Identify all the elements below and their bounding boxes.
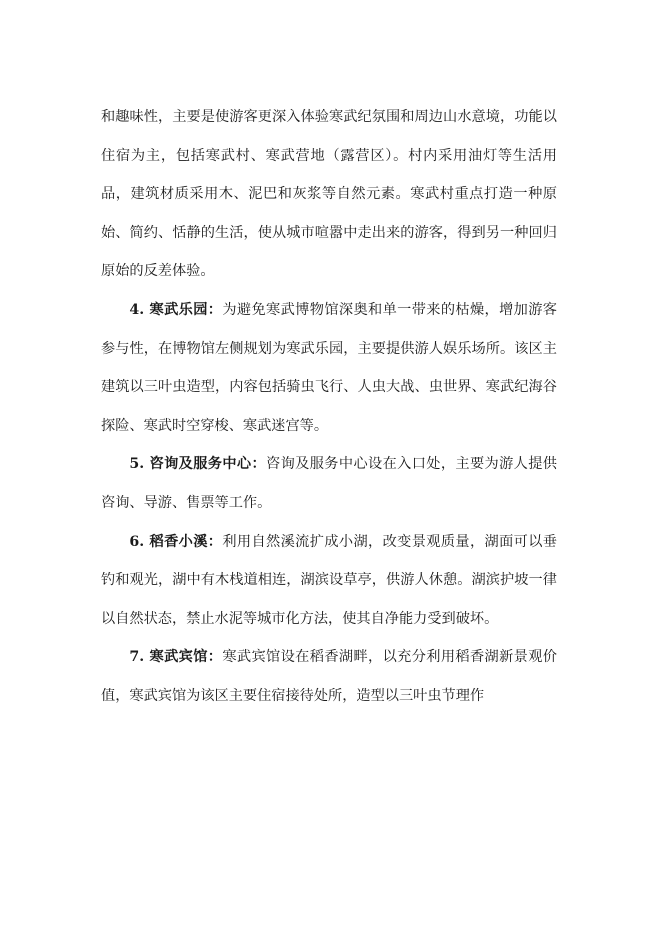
- paragraph-text: 寒武宾馆设在稻香湖畔，以充分利用稻香湖新景观价值，寒武宾馆为该区主要住宿接待处所，造型以三叶虫节理作: [101, 649, 557, 704]
- paragraph-text: 利用自然溪流扩成小湖，改变景观质量，湖面可以垂钓和观光，湖中有木栈道相连，湖滨设草亭，供游人休憩。湖滨护坡一律以自然状态，禁止水泥等城市化方法，使其自净能力受到破坏。: [101, 533, 557, 627]
- document-page: [101, 98, 557, 716]
- paragraph-text: 为避免寒武博物馆深奥和单一带来的枯燥，增加游客参与性，在博物馆左侧规划为寒武乐园，主要提供游人娱乐场所。该区主建筑以三叶虫造型，内容包括骑虫飞行、人虫大战、虫世界、寒武纪海谷探险、寒武时空穿梭、寒武迷宫等。: [101, 301, 557, 434]
- paragraph-continuation: [101, 98, 557, 291]
- section-heading: 5. 咨询及服务中心：: [129, 456, 267, 473]
- paragraph-section-5: [101, 445, 557, 522]
- paragraph-section-7: [101, 638, 557, 715]
- paragraph-section-4: [101, 291, 557, 445]
- paragraph-text: 和趣味性，主要是使游客更深入体验寒武纪氛围和周边山水意境，功能以住宿为主，包括寒武村、寒武营地（露营区）。村内采用油灯等生活用品，建筑材质采用木、泥巴和灰浆等自然元素。寒武村重点打造一种原始、简约、恬静的生活，使从城市喧嚣中走出来的游客，得到另一种回归原始的反差体验。: [101, 109, 557, 280]
- section-heading: 7. 寒武宾馆：: [129, 649, 223, 666]
- paragraph-section-6: [101, 523, 557, 639]
- paragraph-text: 咨询及服务中心设在入口处，主要为游人提供咨询、导游、售票等工作。: [101, 456, 557, 511]
- section-heading: 6. 稻香小溪：: [129, 533, 223, 550]
- section-heading: 4. 寒武乐园：: [129, 301, 223, 318]
